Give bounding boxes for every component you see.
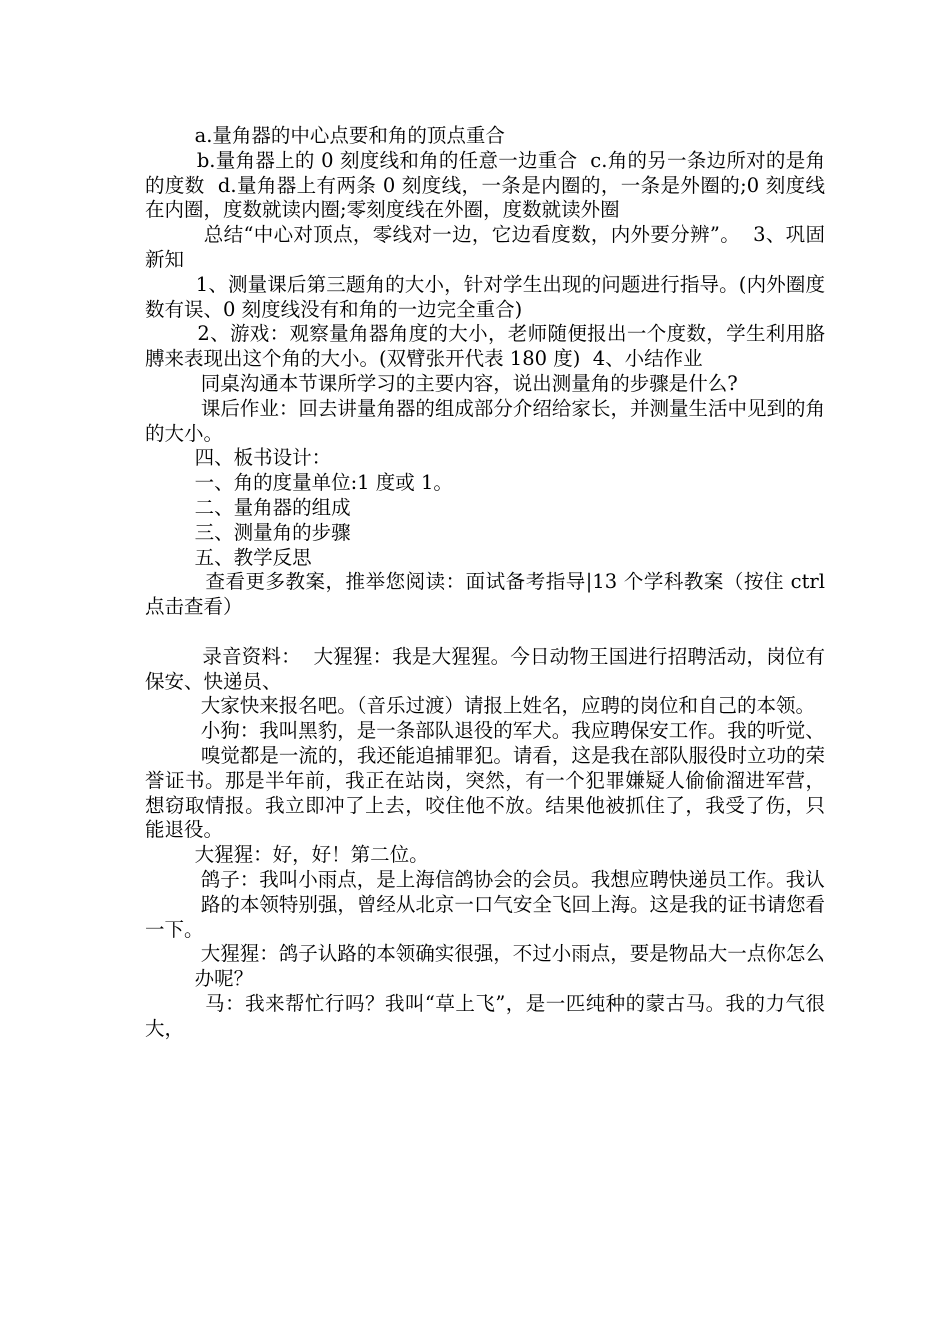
paragraph: 四、板书设计： (145, 446, 332, 470)
paragraph: 2、游戏：观察量角器角度的大小，老师随便报出一个度数，学生利用胳膊来表现出这个角的大小。(双臂张开代表 180 度) 4、小结作业 (145, 322, 825, 371)
paragraph: 1、测量课后第三题角的大小，针对学生出现的问题进行指导。(内外圈度数有误、0 刻度线没有和角的一边完全重合) (145, 272, 826, 321)
paragraph: 马：我来帮忙行吗？我叫“草上飞”，是一匹纯种的蒙古马。我的力气很大， (145, 991, 825, 1040)
paragraph: 鸽子：我叫小雨点，是上海信鸽协会的会员。我想应聘快递员工作。我认 (145, 867, 825, 891)
paragraph: a.量角器的中心点要和角的顶点重合 (145, 124, 505, 147)
paragraph: 二、量角器的组成 (145, 495, 351, 519)
paragraph: 三、测量角的步骤 (145, 520, 351, 544)
paragraph: b.量角器上的 0 刻度线和角的任意一边重合 c.角的另一条边所对的是角的度数 d.量角器上有两条 0 刻度线，一条是内圈的，一条是外圈的;0 刻度线在内圈，度数就读内圈;零刻度线在外圈，度数就读外圈 (145, 148, 825, 222)
paragraph: 路的本领特别强，曾经从北京一口气安全飞回上海。这是我的证书请您看一下。 (145, 892, 825, 941)
paragraph: 大家快来报名吧。（音乐过渡）请报上姓名，应聘的岗位和自己的本领。 (145, 694, 816, 718)
paragraph: 同桌沟通本节课所学习的主要内容，说出测量角的步骤是什么? (145, 371, 738, 395)
paragraph: 办呢？ (145, 967, 254, 991)
paragraph: 大猩猩：好，好！第二位。 (145, 843, 429, 867)
paragraph: 总结“中心对顶点，零线对一边，它边看度数，内外要分辨”。 3、巩固新知 (145, 223, 825, 271)
paragraph: 五、教学反思 (145, 545, 312, 569)
paragraph: 嗅觉都是一流的，我还能追捕罪犯。请看，这是我在部队服役时立功的荣誉证书。那是半年前，我正在站岗，突然，有一个犯罪嫌疑人偷偷溜进军营，想窃取情报。我立即冲了上去，咬住他不放。结果他被抓住了，我受了伤，只能退役。 (145, 743, 825, 842)
paragraph: 录音资料： 大猩猩：我是大猩猩。今日动物王国进行招聘活动，岗位有保安、快递员、 (145, 644, 825, 693)
document-page (145, 124, 832, 1041)
paragraph: 大猩猩：鸽子认路的本领确实很强，不过小雨点，要是物品大一点你怎么 (145, 942, 825, 966)
paragraph: 课后作业：回去讲量角器的组成部分介绍给家长，并测量生活中见到的角的大小。 (145, 396, 825, 445)
paragraph: 一、角的度量单位:1 度或 1。 (145, 471, 453, 495)
blank-line (145, 620, 825, 645)
paragraph: 小狗：我叫黑豹，是一条部队退役的军犬。我应聘保安工作。我的听觉、 (145, 719, 825, 743)
paragraph: 查看更多教案，推举您阅读：面试备考指导|13 个学科教案（按住 ctrl 点击查看） (145, 570, 832, 619)
